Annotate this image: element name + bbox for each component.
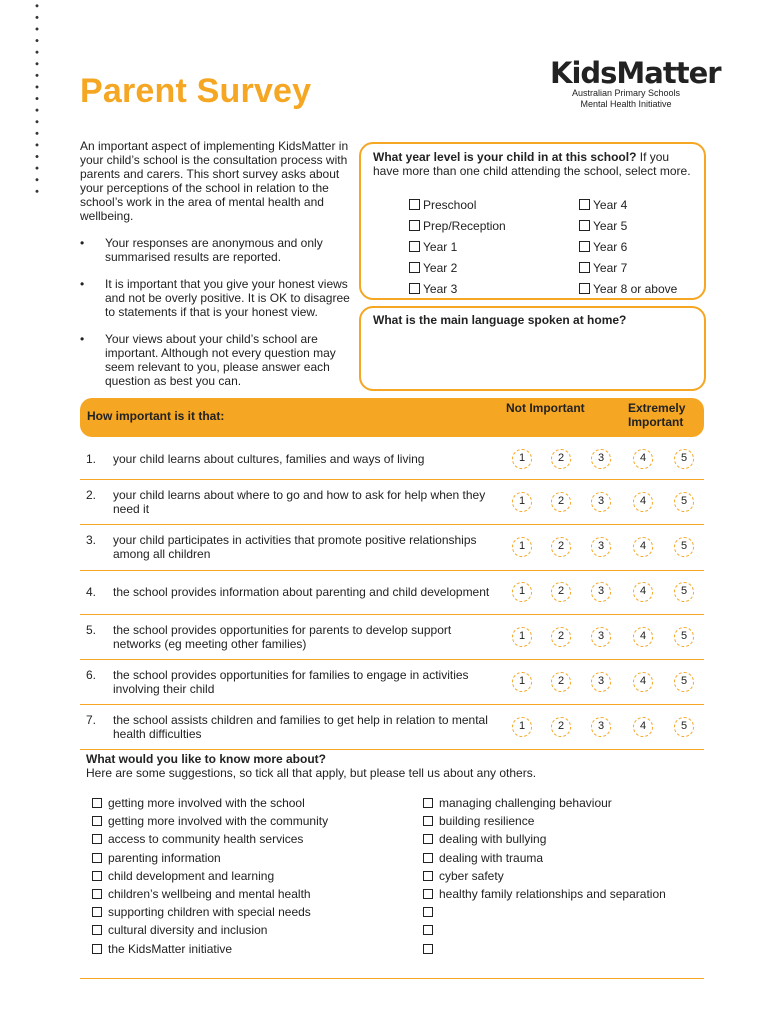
checkbox[interactable]	[579, 220, 590, 231]
more-info-question: What would you like to know more about? Here are some suggestions, so tick all that apply, but please tell us about any others.	[86, 752, 537, 780]
row-statement: the school provides opportunities for families to engage in activities involving their child	[113, 667, 469, 696]
topic-item[interactable]: cyber safety	[423, 867, 666, 885]
rating-option-3[interactable]: 3	[591, 537, 611, 557]
rating-option-5[interactable]: 5	[674, 582, 694, 602]
topic-item[interactable]	[423, 903, 666, 921]
row-number: 5.	[86, 622, 97, 637]
year-option[interactable]: Year 6	[579, 236, 709, 257]
year-option[interactable]: Year 8 or above	[579, 278, 709, 299]
rating-option-5[interactable]: 5	[674, 449, 694, 469]
rating-option-1[interactable]: 1	[512, 672, 532, 692]
intro-bullet: • It is important that you give your honest views and not be overly positive. It is OK to disagree to statements if that is your honest view.	[80, 277, 350, 319]
checkbox[interactable]	[92, 907, 102, 917]
topic-item[interactable]: dealing with bullying	[423, 830, 666, 848]
year-option[interactable]: Year 2	[409, 257, 579, 278]
checkbox[interactable]	[423, 925, 433, 935]
rating-option-1[interactable]: 1	[512, 537, 532, 557]
rating-option-2[interactable]: 2	[551, 537, 571, 557]
checkbox[interactable]	[579, 283, 590, 294]
rating-option-4[interactable]: 4	[633, 717, 653, 737]
checkbox[interactable]	[409, 220, 420, 231]
rating-table-header	[80, 398, 704, 437]
checkbox[interactable]	[92, 925, 102, 935]
topic-item[interactable]: managing challenging behaviour	[423, 794, 666, 812]
year-option[interactable]: Prep/Reception	[409, 215, 579, 236]
row-statement: your child learns about cultures, families and ways of living	[113, 452, 425, 466]
row-statement: the school provides information about parenting and child development	[113, 585, 490, 599]
topic-item[interactable]: cultural diversity and inclusion	[92, 921, 328, 939]
topic-item[interactable]: parenting information	[92, 849, 328, 867]
table-row	[80, 659, 704, 705]
rating-option-5[interactable]: 5	[674, 672, 694, 692]
row-number: 2.	[86, 487, 97, 502]
rating-option-5[interactable]: 5	[674, 717, 694, 737]
table-row	[80, 479, 704, 525]
logo-wordmark: KidsMatter	[550, 56, 721, 90]
topic-item[interactable]: access to community health services	[92, 830, 328, 848]
checkbox[interactable]	[409, 199, 420, 210]
year-option[interactable]: Year 3	[409, 278, 579, 299]
year-option[interactable]: Preschool	[409, 194, 579, 215]
year-option[interactable]: Year 4	[579, 194, 709, 215]
checkbox[interactable]	[92, 798, 102, 808]
rating-option-3[interactable]: 3	[591, 492, 611, 512]
rating-option-3[interactable]: 3	[591, 672, 611, 692]
language-question: What is the main language spoken at home?	[373, 313, 627, 327]
intro-bullet: • Your views about your child’s school are important. Although not every question may seem relevant to you, please answer each question as best you can.	[80, 332, 336, 388]
table-row	[80, 439, 704, 480]
checkbox[interactable]	[409, 283, 420, 294]
rating-option-2[interactable]: 2	[551, 672, 571, 692]
checkbox[interactable]	[423, 816, 433, 826]
row-statement: the school assists children and families to get help in relation to mental health difficulties	[113, 712, 488, 741]
year-level-question-box	[359, 142, 706, 300]
logo-subtitle-2: Mental Health Initiative	[580, 99, 672, 109]
rating-option-2[interactable]: 2	[551, 492, 571, 512]
rating-option-1[interactable]: 1	[512, 627, 532, 647]
rating-option-5[interactable]: 5	[674, 492, 694, 512]
checkbox[interactable]	[423, 889, 433, 899]
rating-option-1[interactable]: 1	[512, 582, 532, 602]
rating-option-2[interactable]: 2	[551, 717, 571, 737]
topic-list-left	[92, 794, 328, 958]
table-row	[80, 570, 704, 615]
rating-option-4[interactable]: 4	[633, 582, 653, 602]
row-number: 4.	[86, 585, 97, 599]
checkbox[interactable]	[423, 834, 433, 844]
intro-bullet: • Your responses are anonymous and only summarised results are reported.	[80, 236, 323, 264]
rating-option-3[interactable]: 3	[591, 582, 611, 602]
rating-option-5[interactable]: 5	[674, 537, 694, 557]
checkbox[interactable]	[423, 907, 433, 917]
rating-option-3[interactable]: 3	[591, 627, 611, 647]
rating-option-3[interactable]: 3	[591, 449, 611, 469]
rating-option-3[interactable]: 3	[591, 717, 611, 737]
checkbox[interactable]	[92, 853, 102, 863]
kidsmatter-logo	[550, 56, 721, 110]
topic-item[interactable]: children’s wellbeing and mental health	[92, 885, 328, 903]
rating-option-4[interactable]: 4	[633, 672, 653, 692]
row-number: 7.	[86, 712, 97, 727]
rating-option-1[interactable]: 1	[512, 492, 532, 512]
binder-dots	[34, 0, 40, 200]
intro-paragraph: An important aspect of implementing KidsMatter in your child’s school is the consultation process with parents and carers. This short survey asks about your perceptions of the school in relation to the school’s work in the area of mental health and wellbeing.	[80, 139, 349, 223]
topic-item[interactable]: dealing with trauma	[423, 849, 666, 867]
topic-item[interactable]: child development and learning	[92, 867, 328, 885]
year-option[interactable]: Year 7	[579, 257, 709, 278]
topic-list-right	[423, 794, 666, 958]
checkbox[interactable]	[92, 944, 102, 954]
checkbox[interactable]	[92, 871, 102, 881]
checkbox[interactable]	[92, 834, 102, 844]
checkbox[interactable]	[423, 871, 433, 881]
row-number: 1.	[86, 452, 97, 466]
row-statement: your child participates in activities that promote positive relationships among all children	[113, 533, 477, 561]
topic-item[interactable]: getting more involved with the community	[92, 812, 328, 830]
rating-option-4[interactable]: 4	[633, 537, 653, 557]
checkbox[interactable]	[579, 199, 590, 210]
topic-item[interactable]: the KidsMatter initiative	[92, 940, 328, 958]
rating-option-4[interactable]: 4	[633, 492, 653, 512]
logo-subtitle-1: Australian Primary Schools	[571, 88, 681, 98]
topic-item[interactable]	[423, 940, 666, 958]
checkbox[interactable]	[579, 262, 590, 273]
rating-question-label: How important is it that:	[87, 409, 225, 423]
table-row	[80, 614, 704, 660]
topic-item[interactable]: getting more involved with the school	[92, 794, 328, 812]
row-number: 3.	[86, 533, 97, 547]
checkbox[interactable]	[423, 853, 433, 863]
topic-item[interactable]: healthy family relationships and separation	[423, 885, 666, 903]
rating-option-4[interactable]: 4	[633, 627, 653, 647]
checkbox[interactable]	[423, 798, 433, 808]
table-row	[80, 704, 704, 750]
checkbox[interactable]	[92, 889, 102, 899]
year-level-question: What year level is your child in at this school? If you have more than one child attending the school, select more.	[373, 150, 691, 178]
rating-option-5[interactable]: 5	[674, 627, 694, 647]
year-option[interactable]: Year 5	[579, 215, 709, 236]
page-title: Parent Survey	[80, 72, 312, 110]
checkbox[interactable]	[409, 262, 420, 273]
language-question-box[interactable]	[359, 306, 706, 391]
table-row	[80, 524, 704, 571]
rating-option-2[interactable]: 2	[551, 449, 571, 469]
row-statement: your child learns about where to go and how to ask for help when they need it	[113, 487, 486, 516]
rating-option-1[interactable]: 1	[512, 717, 532, 737]
rating-option-4[interactable]: 4	[633, 449, 653, 469]
topic-item[interactable]	[423, 921, 666, 939]
not-important-label: Not Important	[506, 401, 585, 415]
row-number: 6.	[86, 667, 97, 682]
topic-item[interactable]: supporting children with special needs	[92, 903, 328, 921]
checkbox[interactable]	[92, 816, 102, 826]
topic-item[interactable]: building resilience	[423, 812, 666, 830]
extremely-important-label: Extremely Important	[628, 401, 686, 429]
intro-text	[80, 139, 352, 401]
year-level-options	[409, 194, 709, 299]
rating-option-2[interactable]: 2	[551, 582, 571, 602]
row-statement: the school provides opportunities for parents to develop support networks (eg meeting other families)	[113, 622, 452, 651]
checkbox[interactable]	[409, 241, 420, 252]
checkbox[interactable]	[423, 944, 433, 954]
bottom-divider	[80, 978, 704, 979]
checkbox[interactable]	[579, 241, 590, 252]
rating-option-2[interactable]: 2	[551, 627, 571, 647]
rating-option-1[interactable]: 1	[512, 449, 532, 469]
year-option[interactable]: Year 1	[409, 236, 579, 257]
